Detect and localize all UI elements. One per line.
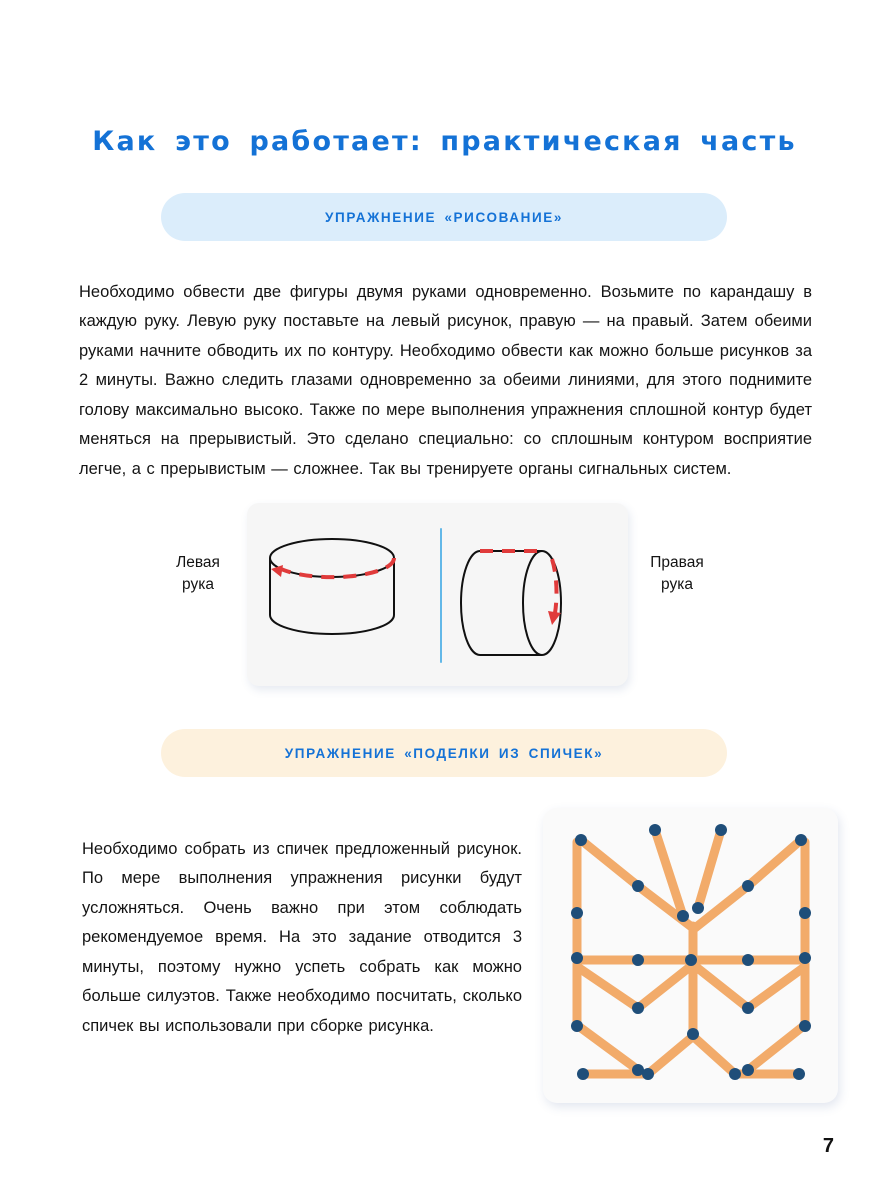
section-body-matches: Необходимо собрать из спичек предложенный рисунок. По мере выполнения упражнения рисунки будут усложняться. Очень важно при этом соблюдать рекомендуемое время. На это задание отводится 3 минуты, поэтому нужно успеть собрать как можно больше силуэтов. Также необходимо посчитать, сколько спичек вы использовали при сборке рисунка.	[82, 839, 522, 1035]
left-hand-label: Левая рука	[176, 554, 220, 593]
section-banner-drawing	[161, 193, 727, 241]
right-cylinder-dashed-arrow	[480, 551, 557, 613]
matchstick-figure	[543, 808, 838, 1103]
cylinders-illustration	[247, 503, 628, 686]
section-body-drawing: Необходимо обвести две фигуры двумя руками одновременно. Возьмите по карандашу в каждую руку. Левую руку поставьте на левый рисунок, правую — на правый. Затем обеими руками начните обводить их по контуру. Необходимо обвести как можно больше рисунков за 2 минуты. Важно следить глазами одновременно за обеими линиями, для этого поднимите голову максимально высоко. Также по мере выполнения упражнения сплошной контур будет меняться на прерывистый. Это сделано специально: со сплошным контуром восприятие легче, а с прерывистым — сложнее. Так вы тренируете органы сигнальных систем.	[79, 282, 812, 478]
page-title: Как это работает: практическая часть	[92, 126, 797, 158]
section-banner-drawing-label: УПРАЖНЕНИЕ «РИСОВАНИЕ»	[325, 209, 563, 225]
page-number: 7	[822, 1135, 834, 1157]
section-banner-matches-label: УПРАЖНЕНИЕ «ПОДЕЛКИ ИЗ СПИЧЕК»	[284, 745, 604, 761]
left-cylinder	[270, 539, 394, 634]
section-banner-matches	[161, 729, 727, 777]
right-cylinder	[461, 551, 561, 655]
right-hand-label: Правая рука	[650, 554, 704, 593]
